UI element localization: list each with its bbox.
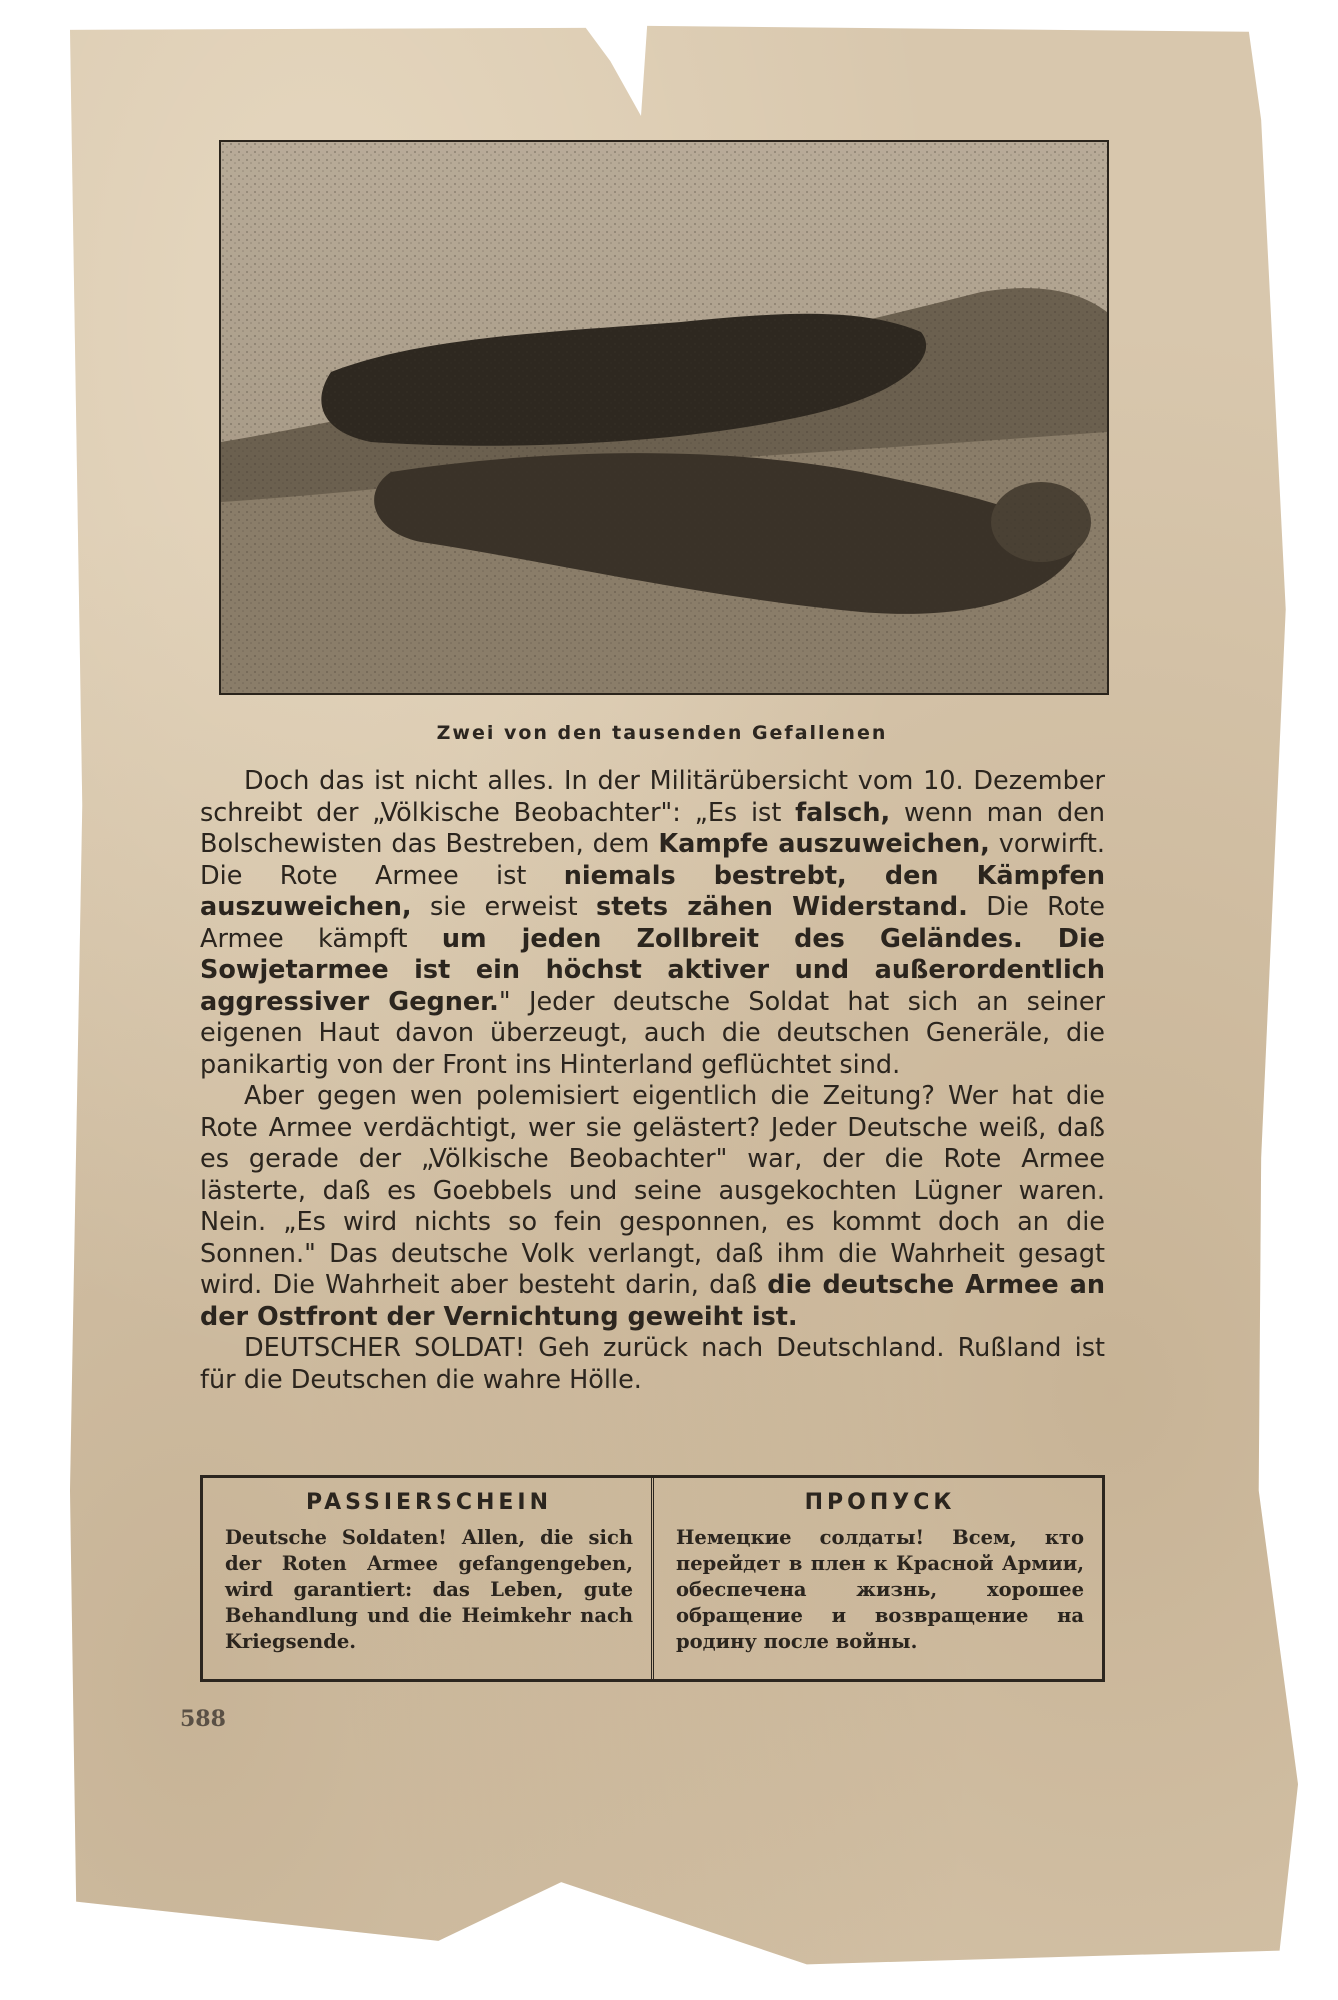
passierschein-text: Deutsche Soldaten! Allen, die sich der Roten Armee gefangengeben, wird garantiert: das Leben, gute Behandlung und die Heimkehr nach Kriegsende. xyxy=(225,1526,633,1653)
photo-illustration xyxy=(221,142,1107,693)
paragraph-1 xyxy=(200,766,1105,1081)
propusk-title: ПРОПУСК xyxy=(804,1490,956,1515)
p2-bold: die deutsche Armee an der Ostfront der Vernichtung geweiht ist. xyxy=(200,1270,1105,1332)
p1-bold: Kampfe auszuweichen, xyxy=(658,829,990,859)
p1-bold: stets zähen Widerstand. xyxy=(596,892,968,922)
p1-text: sie erweist xyxy=(411,892,597,922)
page-number: 588 xyxy=(180,1706,226,1732)
paragraph-2 xyxy=(200,1081,1105,1333)
p1-bold: um jeden Zollbreit des Geländes. Die Sowjetarmee ist ein höchst aktiver und außerordentlich aggressiver Gegner. xyxy=(200,923,1105,1017)
propusk-russian xyxy=(654,1478,1102,1679)
paragraph-3: DEUTSCHER SOLDAT! Geh zurück nach Deutschland. Rußland ist für die Deutschen die wahre Hölle. xyxy=(200,1333,1105,1395)
propusk-text: Немецкие солдаты! Всем, кто перейдет в плен к Красной Армии, обеспечена жизнь, хорошее обращение и возвращение на родину после войны. xyxy=(676,1526,1084,1653)
p1-bold: falsch, xyxy=(795,797,891,828)
battlefield-photo xyxy=(219,140,1109,695)
p1-text: Doch das ist nicht alles. In der Militärübersicht vom 10. Dezember schreibt der „Völkische Beobachter": „Es ist xyxy=(200,766,1105,828)
article-body xyxy=(200,766,1105,1396)
passierschein-german xyxy=(203,1478,654,1679)
photo-caption: Zwei von den tausenden Gefallenen xyxy=(436,722,888,744)
p1-text: wenn man den Bolschewisten das Bestreben, dem xyxy=(200,797,1105,859)
p1-text: Die Rote Armee kämpft xyxy=(200,892,1105,954)
safe-conduct-pass xyxy=(200,1475,1105,1682)
p1-text: " Jeder deutsche Soldat hat sich an seiner eigenen Haut davon überzeugt, auch die deutschen Generäle, die panikartig von der Front ins Hinterland geflüchtet sind. xyxy=(200,986,1105,1080)
passierschein-title: PASSIERSCHEIN xyxy=(305,1490,552,1515)
p1-bold: niemals bestrebt, den Kämpfen auszuweichen, xyxy=(200,860,1105,922)
p1-text: vorwirft. Die Rote Armee ist xyxy=(200,829,1106,891)
p2-text: Aber gegen wen polemisiert eigentlich die Zeitung? Wer hat die Rote Armee verdächtigt, wer sie gelästert? Jeder Deutsche weiß, daß es gerade der „Völkische Beobachter" war, der die Rote Armee lästerte, daß es Goebbels und seine ausgekochten Lügner waren. Nein. „Es wird nichts so fein gesponnen, es kommt doch an die Sonnen." Das deutsche Volk verlangt, daß ihm die Wahrheit gesagt wird. Die Wahrheit aber besteht darin, daß xyxy=(200,1081,1105,1300)
